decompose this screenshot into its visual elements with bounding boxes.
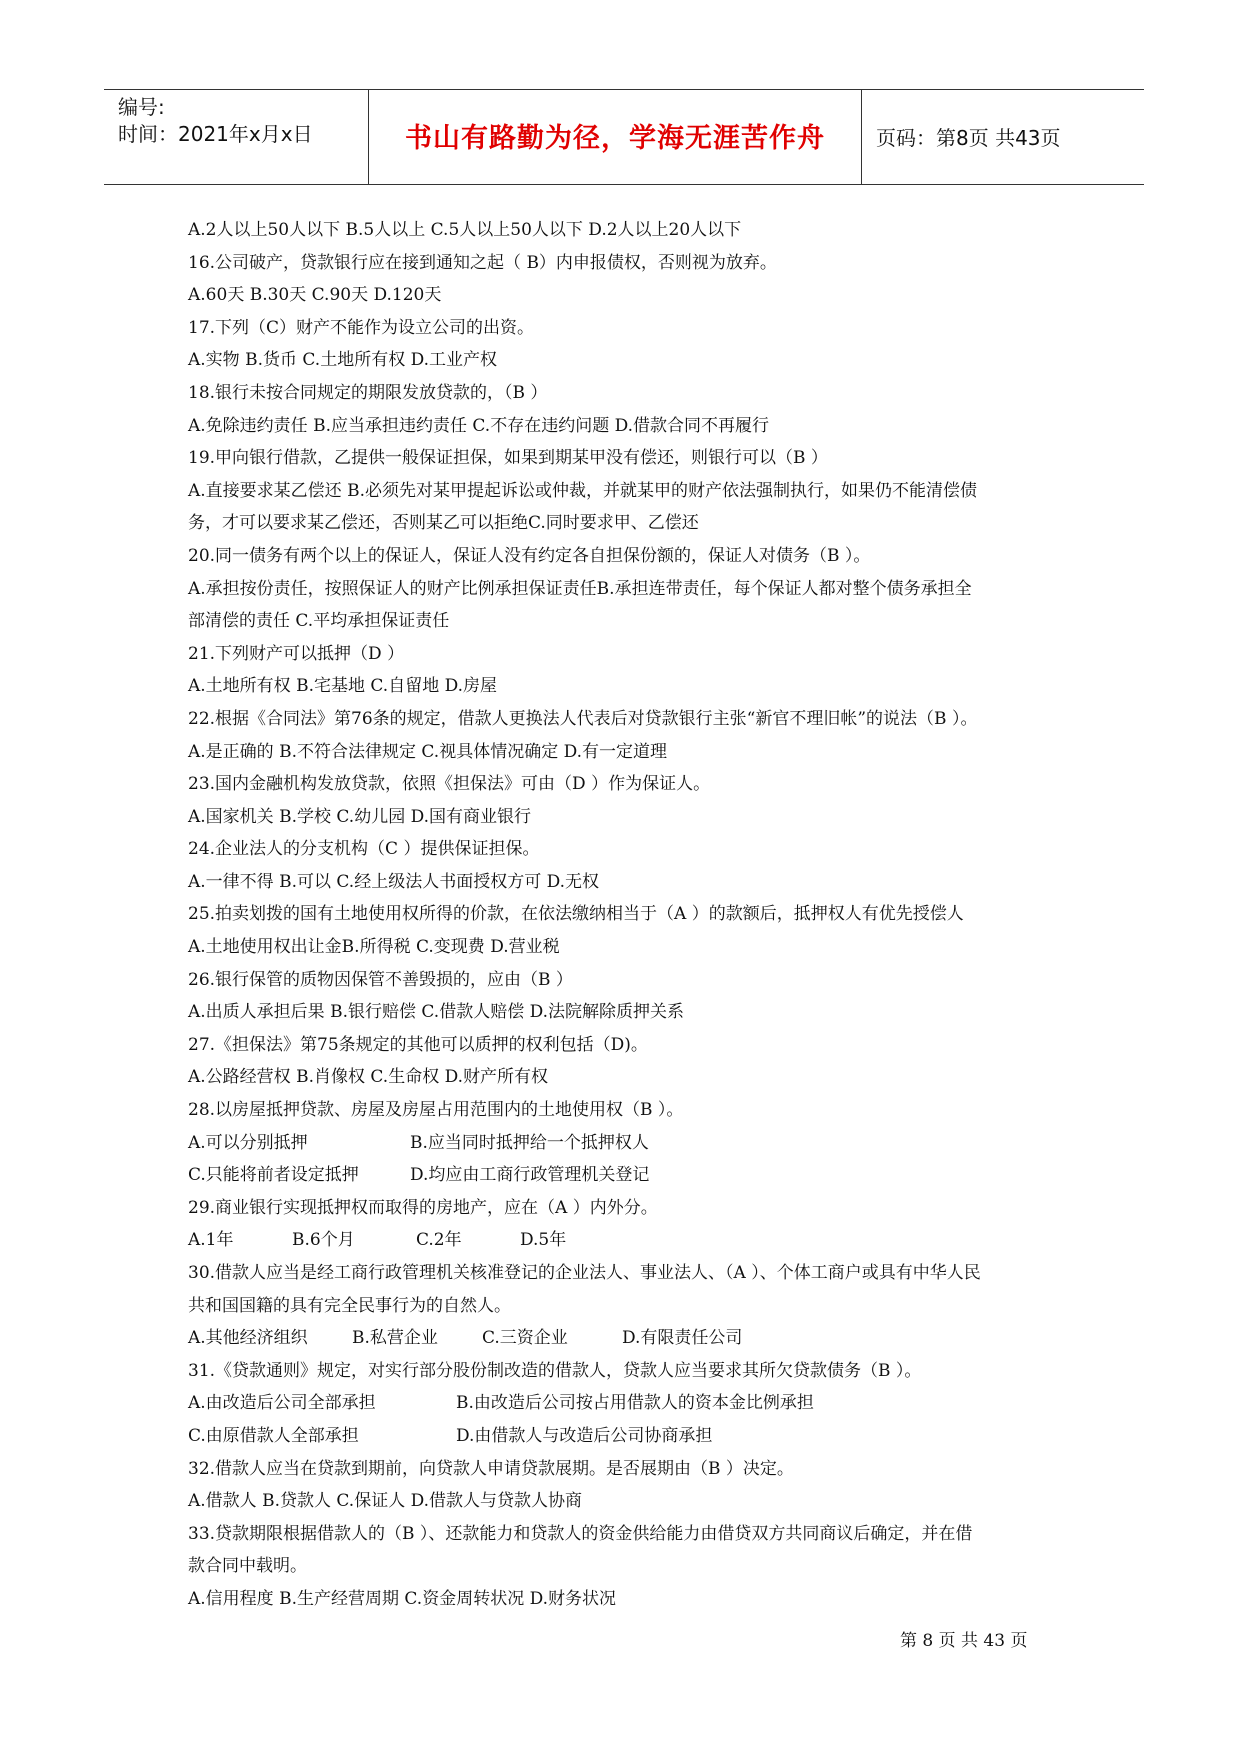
text-line <box>188 1485 1078 1518</box>
text-line <box>188 1518 1078 1551</box>
page-footer: 第 8 页 共 43 页 <box>900 1631 1028 1651</box>
text-segment: A.出质人承担后果 B.银行赔偿 C.借款人赔偿 D.法院解除质押关系 <box>188 1002 685 1023</box>
text-segment: A.直接要求某乙偿还 B.必须先对某甲提起诉讼或仲裁，并就某甲的财产依法强制执行，如果仍不能清偿债 <box>188 480 977 501</box>
text-segment: A.2人以上50人以下 B.5人以上 C.5人以上50人以下 D.2人以上20人以下 <box>188 220 742 240</box>
text-line <box>188 312 1078 345</box>
text-line <box>188 1583 1078 1616</box>
text-line <box>188 279 1078 312</box>
text-line <box>188 1420 1078 1453</box>
text-segment: A.一律不得 B.可以 C.经上级法人书面授权方可 D.无权 <box>188 871 600 892</box>
text-segment: B.应当同时抵押给一个抵押权人 <box>410 1132 649 1153</box>
text-line <box>188 1550 1078 1583</box>
text-segment: 务，才可以要求某乙偿还，否则某乙可以拒绝C.同时要求甲、乙偿还 <box>188 513 699 534</box>
text-segment: A.是正确的 B.不符合法律规定 C.视具体情况确定 D.有一定道理 <box>188 741 668 762</box>
text-segment: A.借款人 B.贷款人 C.保证人 D.借款人与贷款人协商 <box>188 1491 583 1512</box>
header-meta <box>118 94 313 148</box>
text-segment: B.私营企业 <box>352 1328 438 1349</box>
text-line <box>188 377 1078 410</box>
text-line <box>188 475 1078 508</box>
header-divider <box>861 90 862 184</box>
text-line <box>188 1127 1078 1160</box>
text-segment: 29.商业银行实现抵押权而取得的房地产，应在（A ）内外分。 <box>188 1197 658 1218</box>
text-segment: A.信用程度 B.生产经营周期 C.资金周转状况 D.财务状况 <box>188 1588 617 1609</box>
text-segment: 28.以房屋抵押贷款、房屋及房屋占用范围内的土地使用权（B ）。 <box>188 1100 684 1121</box>
document-body <box>188 214 1078 1616</box>
text-segment: 20.同一债务有两个以上的保证人，保证人没有约定各自担保份额的，保证人对债务（B ）。 <box>188 545 871 566</box>
text-line <box>188 1094 1078 1127</box>
text-line <box>188 964 1078 997</box>
text-line <box>188 670 1078 703</box>
text-segment: 16.公司破产，贷款银行应在接到通知之起（ B）内申报债权，否则视为放弃。 <box>188 252 777 273</box>
text-segment: C.由原借款人全部承担 <box>188 1425 359 1446</box>
text-line <box>188 1355 1078 1388</box>
text-line <box>188 344 1078 377</box>
text-line <box>188 736 1078 769</box>
text-segment: A.国家机关 B.学校 C.幼儿园 D.国有商业银行 <box>188 806 532 827</box>
text-line <box>188 410 1078 443</box>
text-segment: A.免除违约责任 B.应当承担违约责任 C.不存在违约问题 D.借款合同不再履行 <box>188 415 770 436</box>
text-segment: A.其他经济组织 <box>188 1328 308 1349</box>
text-line <box>188 833 1078 866</box>
text-segment: 23.国内金融机构发放贷款，依照《担保法》可由（D ）作为保证人。 <box>188 774 711 795</box>
page-header <box>104 89 1144 185</box>
text-line <box>188 866 1078 899</box>
text-line <box>188 768 1078 801</box>
text-line <box>188 605 1078 638</box>
date-label: 时间：2021年x月x日 <box>118 122 313 146</box>
text-segment: 25.拍卖划拨的国有土地使用权所得的价款，在依法缴纳相当于（A ）的款额后，抵押权人有优先授偿人 <box>188 904 964 925</box>
text-line <box>188 540 1078 573</box>
text-segment: C.只能将前者设定抵押 <box>188 1165 359 1186</box>
text-line <box>188 1159 1078 1192</box>
text-line <box>188 214 1078 247</box>
text-line <box>188 1290 1078 1323</box>
text-segment: 18.银行未按合同规定的期限发放贷款的，（B ） <box>188 382 548 403</box>
text-segment: 30.借款人应当是经工商行政管理机关核准登记的企业法人、事业法人、（A ）、个体工商户或具有中华人民 <box>188 1263 981 1283</box>
text-segment: D.由借款人与改造后公司协商承担 <box>456 1425 713 1446</box>
text-segment: 17.下列（C）财产不能作为设立公司的出资。 <box>188 317 535 338</box>
text-segment: A.公路经营权 B.肖像权 C.生命权 D.财产所有权 <box>188 1067 549 1088</box>
text-line <box>188 1322 1078 1355</box>
text-line <box>188 1257 1078 1290</box>
text-segment: 33.贷款期限根据借款人的（B ）、还款能力和贷款人的资金供给能力由借贷双方共同商议后确定，并在借 <box>188 1523 973 1544</box>
text-line <box>188 1029 1078 1062</box>
text-line <box>188 996 1078 1029</box>
text-segment: 24.企业法人的分支机构（C ）提供保证担保。 <box>188 839 540 860</box>
text-segment: C.三资企业 <box>482 1328 568 1349</box>
text-line <box>188 1387 1078 1420</box>
text-segment: D.5年 <box>520 1230 567 1251</box>
text-segment: 部清偿的责任 C.平均承担保证责任 <box>188 611 450 632</box>
text-segment: A.承担按份责任，按照保证人的财产比例承担保证责任B.承担连带责任，每个保证人都对整个债务承担全 <box>188 578 972 599</box>
text-line <box>188 442 1078 475</box>
text-segment: C.2年 <box>416 1230 462 1251</box>
text-segment: A.实物 B.货币 C.土地所有权 D.工业产权 <box>188 350 498 371</box>
text-line <box>188 247 1078 280</box>
text-segment: A.由改造后公司全部承担 <box>188 1393 376 1414</box>
text-segment: A.土地所有权 B.宅基地 C.自留地 D.房屋 <box>188 676 498 697</box>
serial-number-label: 编号: <box>118 95 165 119</box>
text-segment: 款合同中载明。 <box>188 1556 307 1577</box>
text-segment: A.60天 B.30天 C.90天 D.120天 <box>188 285 442 306</box>
text-line <box>188 507 1078 540</box>
text-segment: 21.下列财产可以抵押（D ） <box>188 643 405 664</box>
text-segment: A.土地使用权出让金B.所得税 C.变现费 D.营业税 <box>188 937 560 958</box>
text-line <box>188 573 1078 606</box>
text-line <box>188 1453 1078 1486</box>
text-segment: A.1年 <box>188 1230 234 1251</box>
text-segment: D.均应由工商行政管理机关登记 <box>410 1165 650 1186</box>
text-line <box>188 638 1078 671</box>
text-segment: 共和国国籍的具有完全民事行为的自然人。 <box>188 1295 511 1316</box>
text-segment: A.可以分别抵押 <box>188 1132 308 1153</box>
text-line <box>188 1224 1078 1257</box>
text-segment: 19.甲向银行借款，乙提供一般保证担保，如果到期某甲没有偿还，则银行可以（B ） <box>188 448 828 469</box>
text-segment: 27.《担保法》第75条规定的其他可以质押的权利包括（D)。 <box>188 1034 648 1055</box>
text-line <box>188 703 1078 736</box>
header-motto: 书山有路勤为径，学海无涯苦作舟 <box>405 123 825 154</box>
header-page-info: 页码：第8页 共43页 <box>876 126 1061 150</box>
text-line <box>188 931 1078 964</box>
text-line <box>188 898 1078 931</box>
text-segment: 22.根据《合同法》第76条的规定，借款人更换法人代表后对贷款银行主张“新官不理旧帐”的说法（B ）。 <box>188 708 978 729</box>
text-segment: 31.《贷款通则》规定，对实行部分股份制改造的借款人，贷款人应当要求其所欠贷款债务（B ）。 <box>188 1360 922 1381</box>
text-line <box>188 1061 1078 1094</box>
text-segment: 26.银行保管的质物因保管不善毁损的，应由（B ） <box>188 969 573 990</box>
text-segment: B.6个月 <box>292 1230 355 1251</box>
text-segment: B.由改造后公司按占用借款人的资本金比例承担 <box>456 1393 814 1414</box>
text-line <box>188 801 1078 834</box>
text-segment: D.有限责任公司 <box>622 1328 743 1349</box>
text-line <box>188 1192 1078 1225</box>
text-segment: 32.借款人应当在贷款到期前，向贷款人申请贷款展期。是否展期由（B ）决定。 <box>188 1458 794 1479</box>
